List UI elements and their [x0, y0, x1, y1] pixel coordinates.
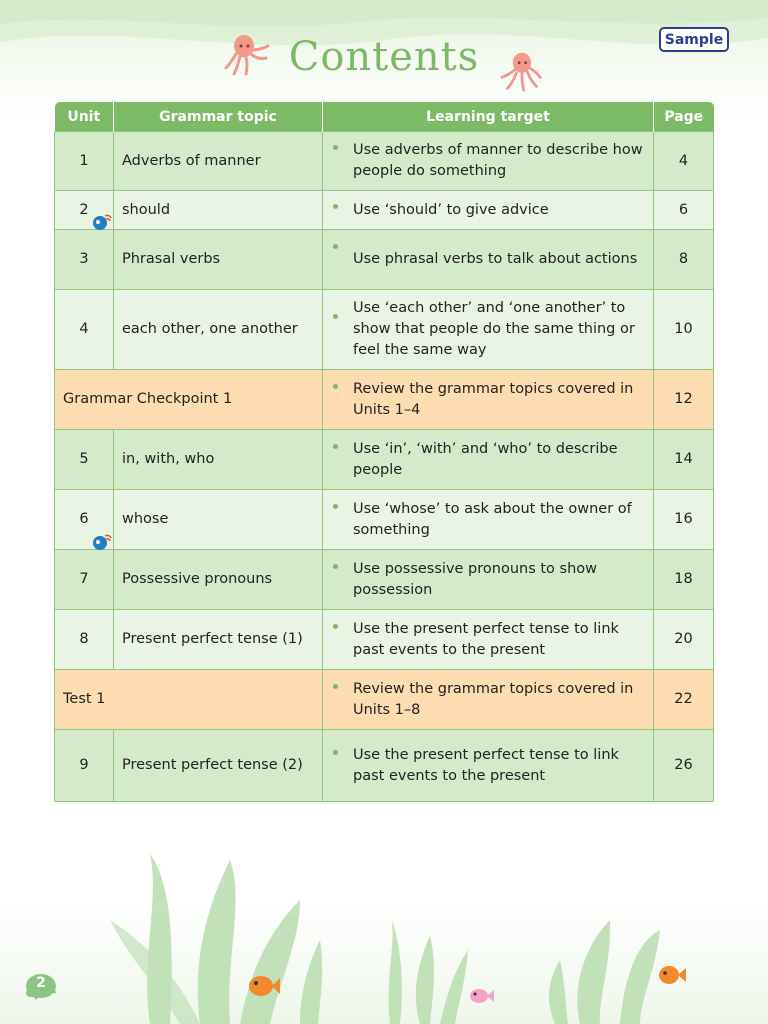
test-label: Test 1: [55, 670, 323, 730]
page-number: 14: [654, 430, 714, 490]
page-number: 26: [654, 730, 714, 802]
table-row: [55, 370, 714, 430]
unit-number: 7: [55, 550, 114, 610]
unit-number: 4: [55, 290, 114, 370]
grammar-topic: should: [114, 191, 323, 230]
learning-target: Review the grammar topics covered in Units 1–8: [323, 670, 654, 730]
learning-target: Review the grammar topics covered in Units 1–4: [323, 370, 654, 430]
learning-target: Use possessive pronouns to show possession: [323, 550, 654, 610]
page-number-label: 2: [36, 975, 46, 991]
table-row: [55, 132, 714, 191]
header-learning-target: Learning target: [323, 102, 654, 132]
grammar-topic: Adverbs of manner: [114, 132, 323, 191]
page-number: 12: [654, 370, 714, 430]
grammar-topic: Present perfect tense (1): [114, 610, 323, 670]
table-row: [55, 610, 714, 670]
contents-table: [54, 102, 714, 802]
grammar-topic: Possessive pronouns: [114, 550, 323, 610]
page-number: 10: [654, 290, 714, 370]
learning-target: Use ‘each other’ and ‘one another’ to show that people do the same thing or feel the same way: [323, 290, 654, 370]
page-number: 18: [654, 550, 714, 610]
header-page: Page: [654, 102, 714, 132]
table-row: [55, 550, 714, 610]
page-number: 8: [654, 230, 714, 290]
fish-icon: [246, 970, 280, 1000]
page-number: 6: [654, 191, 714, 230]
fish-icon: [468, 986, 494, 1006]
unit-number: 6: [79, 511, 89, 527]
learning-target: Use ‘should’ to give advice: [323, 191, 654, 230]
page-number: 22: [654, 670, 714, 730]
listening-icon[interactable]: [91, 531, 113, 551]
header-grammar-topic: Grammar topic: [114, 102, 323, 132]
table-row: [55, 290, 714, 370]
learning-target: Use the present perfect tense to link past events to the present: [323, 610, 654, 670]
unit-number: 8: [55, 610, 114, 670]
learning-target: Use ‘whose’ to ask about the owner of something: [323, 490, 654, 550]
grammar-topic: Present perfect tense (2): [114, 730, 323, 802]
table-row: [55, 430, 714, 490]
learning-target: Use ‘in’, ‘with’ and ‘who’ to describe people: [323, 430, 654, 490]
grammar-topic: Phrasal verbs: [114, 230, 323, 290]
grammar-topic: whose: [114, 490, 323, 550]
unit-number: 3: [55, 230, 114, 290]
page-number: 16: [654, 490, 714, 550]
learning-target: Use the present perfect tense to link past events to the present: [323, 730, 654, 802]
table-row: [55, 191, 714, 230]
table-row: [55, 490, 714, 550]
learning-target: Use phrasal verbs to talk about actions: [323, 230, 654, 290]
table-row: [55, 230, 714, 290]
sample-badge: Sample: [659, 27, 729, 52]
table-row: [55, 670, 714, 730]
table-row: [55, 730, 714, 802]
grammar-topic: each other, one another: [114, 290, 323, 370]
page-title: Contents: [288, 34, 480, 80]
seaweed-illustration: [0, 840, 768, 1024]
page-number: 20: [654, 610, 714, 670]
header-unit: Unit: [55, 102, 114, 132]
checkpoint-label: Grammar Checkpoint 1: [55, 370, 323, 430]
grammar-topic: in, with, who: [114, 430, 323, 490]
learning-target: Use adverbs of manner to describe how people do something: [323, 132, 654, 191]
unit-number: 5: [55, 430, 114, 490]
unit-number: 1: [55, 132, 114, 191]
fish-icon: [656, 962, 686, 988]
page-number: 4: [654, 132, 714, 191]
listening-icon[interactable]: [91, 211, 113, 231]
table-header-row: [55, 102, 714, 132]
unit-number: 2: [79, 201, 89, 218]
unit-number: 9: [55, 730, 114, 802]
